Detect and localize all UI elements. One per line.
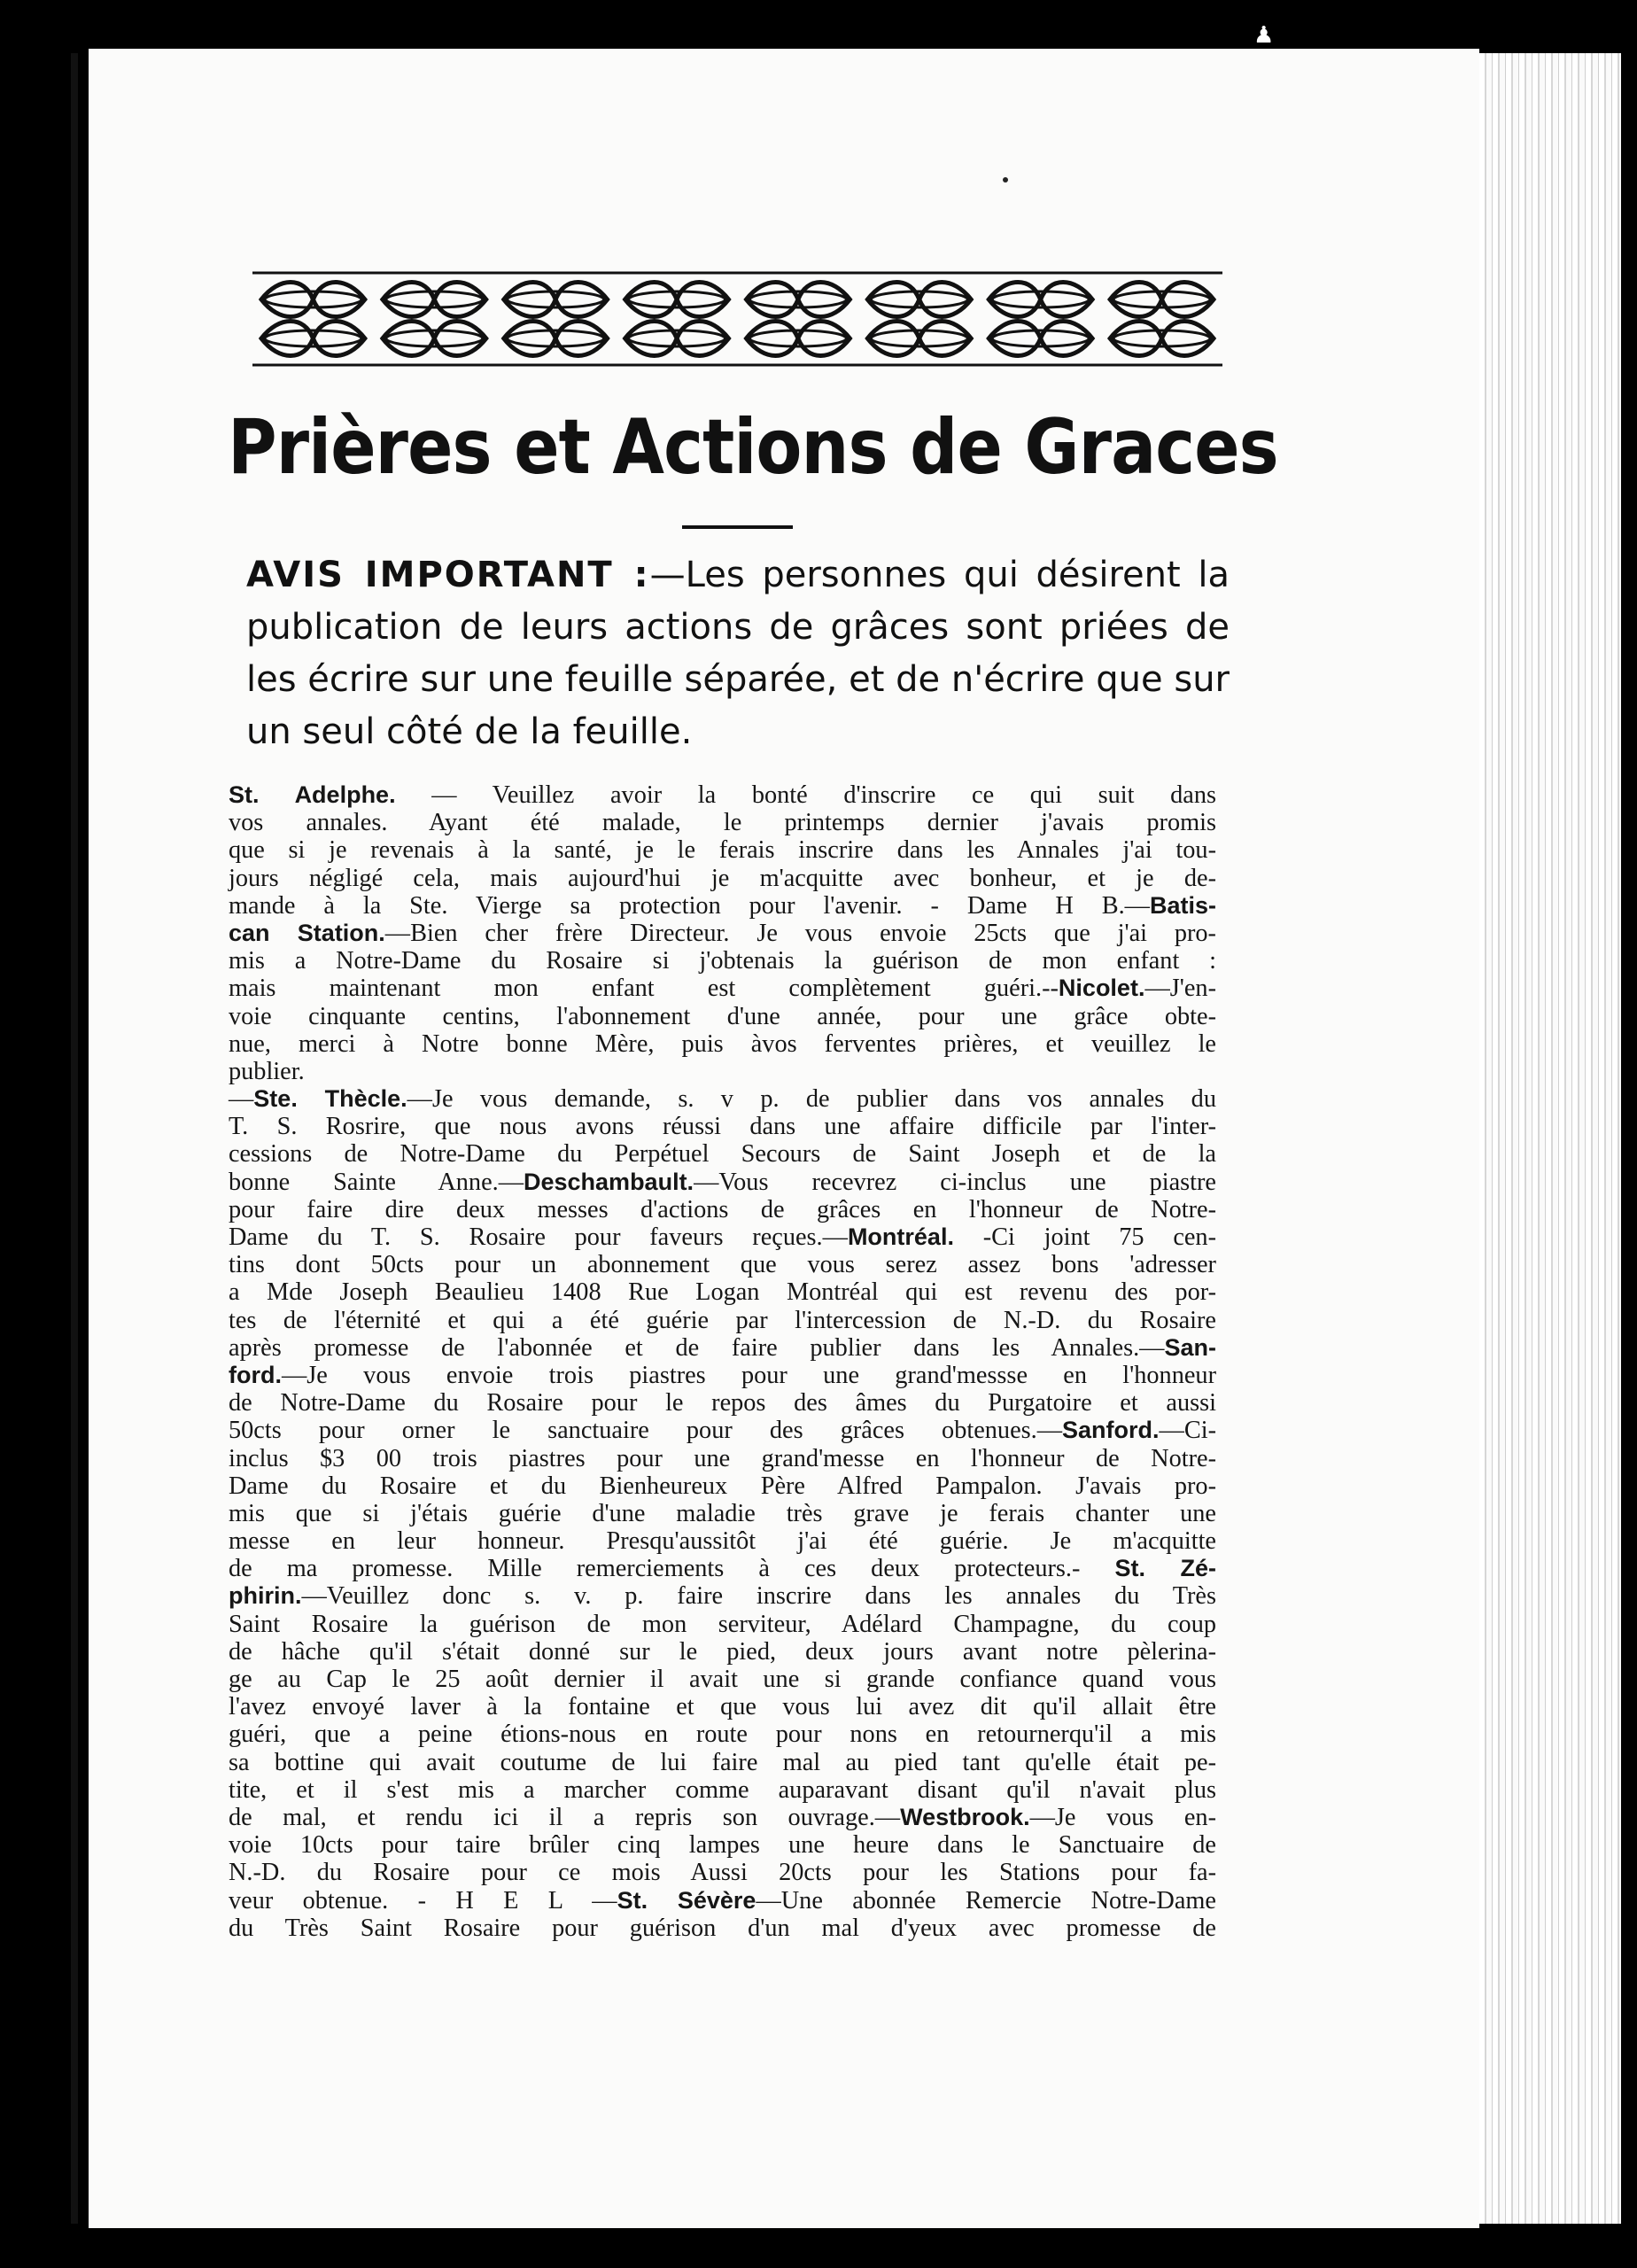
- line-text: —Je vous envoie trois piastres pour une grand'messse en l'honneur: [282, 1361, 1216, 1389]
- important-notice: [246, 549, 1230, 758]
- text-line: [229, 1776, 1216, 1804]
- line-text: messe en leur honneur. Presqu'aussitôt j'ai été guérie. Je m'acquitte: [229, 1527, 1216, 1556]
- line-text: que si je revenais à la santé, je le ferais inscrire dans les Annales j'ai tou-: [229, 836, 1216, 865]
- text-line: [229, 1887, 1216, 1915]
- text-line: [229, 1666, 1216, 1693]
- line-text: tite, et il s'est mis a marcher comme auparavant disant qu'il n'avait plus: [229, 1775, 1216, 1804]
- text-line: [229, 1058, 1216, 1085]
- line-text: —Une abonnée Remercie Notre-Dame: [756, 1886, 1216, 1915]
- text-line: [229, 1915, 1216, 1942]
- line-text: inclus $3 00 trois piastres pour une grand'messe en l'honneur de Notre-: [229, 1444, 1216, 1472]
- ornament-knot: [989, 322, 1092, 356]
- line-text: —Bien cher frère Directeur. Je vous envoie 25cts que j'ai pro-: [384, 919, 1216, 947]
- text-line: [229, 1472, 1216, 1500]
- line-text: jours négligé cela, mais aujourd'hui je m'acquitte avec bonheur, et je de-: [229, 864, 1216, 892]
- line-text: après promesse de l'abonnée et de faire publier dans les Annales.—: [229, 1333, 1165, 1362]
- line-text: N.-D. du Rosaire pour ce mois Aussi 20cts pour les Stations pour fa-: [229, 1859, 1216, 1887]
- ornament-knot: [504, 322, 608, 356]
- ornament-knot: [867, 322, 971, 356]
- text-line: [229, 1030, 1216, 1058]
- line-text: voie 10cts pour taire brûler cinq lampes une heure dans le Sanctuaire de: [229, 1831, 1216, 1860]
- text-line: [229, 836, 1216, 864]
- line-text: bonne Sainte Anne.—: [229, 1168, 524, 1196]
- text-line: [229, 1527, 1216, 1555]
- corner-mark-icon: ♟: [1253, 22, 1275, 49]
- text-line: [229, 1445, 1216, 1472]
- thanksgiving-text: [229, 781, 1216, 1942]
- text-line: [229, 947, 1216, 975]
- text-line: [229, 1389, 1216, 1417]
- text-line: [229, 892, 1216, 920]
- line-text: voie cinquante centins, l'abonnement d'une année, pour une grâce obte-: [229, 1002, 1216, 1030]
- text-line: [229, 1334, 1216, 1362]
- place-name: St. Sévère: [617, 1886, 756, 1914]
- ornament-knot: [1110, 322, 1214, 356]
- text-line: [229, 1362, 1216, 1389]
- line-text: de Notre-Dame du Rosaire pour le repos des âmes du Purgatoire et aussi: [229, 1389, 1216, 1418]
- notice-text: —Les personnes qui désirent la publication de leurs actions de grâces sont priées de les écrire sur une feuille séparée, et de n'écrire que sur un seul côté de la feuille.: [246, 555, 1230, 752]
- line-text: tes de l'éternité et qui a été guérie par l'intercession de N.-D. du Rosaire: [229, 1306, 1216, 1334]
- text-line: [229, 1003, 1216, 1030]
- text-line: [229, 1307, 1216, 1334]
- text-line: [229, 1749, 1216, 1776]
- line-text: de ma promesse. Mille remerciements à ces deux protecteurs.-: [229, 1555, 1115, 1583]
- text-line: [229, 1582, 1216, 1610]
- text-line: [229, 1500, 1216, 1527]
- text-line: [229, 1804, 1216, 1831]
- ornament-knot: [1110, 283, 1214, 317]
- text-line: [229, 1638, 1216, 1666]
- text-line: [229, 1611, 1216, 1638]
- notice-label: AVIS IMPORTANT :: [246, 555, 650, 595]
- text-line: [229, 1720, 1216, 1748]
- place-name: ford.: [229, 1361, 282, 1388]
- ornament-knot: [383, 283, 486, 317]
- line-text: vos annales. Ayant été malade, le printemps dernier j'avais promis: [229, 809, 1216, 837]
- line-text: mis a Notre-Dame du Rosaire si j'obtenais la guérison de mon enfant :: [229, 947, 1216, 975]
- text-line: [229, 1223, 1216, 1251]
- text-line: [229, 865, 1216, 892]
- line-text: mais maintenant mon enfant est complètement guéri.--: [229, 975, 1059, 1003]
- ornament-knot: [747, 283, 850, 317]
- line-text: a Mde Joseph Beaulieu 1408 Rue Logan Montréal qui est revenu des por-: [229, 1278, 1216, 1307]
- ornament-knot: [261, 283, 365, 317]
- binding-edge: [71, 53, 78, 2224]
- text-line: [229, 1113, 1216, 1140]
- place-name: St. Adelphe.: [229, 781, 396, 808]
- line-text: —Ci-: [1159, 1417, 1216, 1445]
- line-text: de hâche qu'il s'était donné sur le pied, deux jours avant notre pèlerina-: [229, 1637, 1216, 1666]
- text-line: [229, 1831, 1216, 1859]
- line-text: pour faire dire deux messes d'actions de grâces en l'honneur de Notre-: [229, 1195, 1216, 1223]
- ornament-band: [252, 270, 1222, 368]
- place-name: Nicolet.: [1058, 975, 1145, 1002]
- ornament-knot: [504, 283, 608, 317]
- line-text: du Très Saint Rosaire pour guérison d'un mal d'yeux avec promesse de: [229, 1914, 1216, 1942]
- place-name: St. Zé-: [1114, 1555, 1216, 1582]
- text-line: [229, 1251, 1216, 1278]
- line-text: Saint Rosaire la guérison de mon serviteur, Adélard Champagne, du coup: [229, 1610, 1216, 1638]
- text-line: [229, 809, 1216, 836]
- line-text: l'avez envoyé laver à la fontaine et que vous lui avez dit qu'il allait être: [229, 1693, 1216, 1721]
- ornament-knot: [383, 322, 486, 356]
- place-name: Montréal.: [847, 1223, 954, 1250]
- line-text: publier.: [229, 1057, 305, 1085]
- line-text: mis que si j'étais guérie d'une maladie très grave je ferais chanter une: [229, 1499, 1216, 1527]
- page-title: Prières et Actions de Graces: [228, 403, 1278, 492]
- place-name: Westbrook.: [900, 1803, 1030, 1830]
- text-line: [229, 1278, 1216, 1306]
- line-text: veur obtenue. - H E L —: [229, 1886, 617, 1915]
- text-line: [229, 1140, 1216, 1168]
- text-line: [229, 1085, 1216, 1113]
- line-text: tins dont 50cts pour un abonnement que vous serez assez bons 'adresser: [229, 1251, 1216, 1279]
- line-text: guéri, que a peine étions-nous en route pour nons en retournerqu'il a mis: [229, 1720, 1216, 1749]
- place-name: Ste. Thècle.: [253, 1085, 407, 1113]
- speck: [1003, 177, 1008, 183]
- place-name: phirin.: [229, 1582, 302, 1610]
- text-line: [229, 1555, 1216, 1582]
- line-text: ge au Cap le 25 août dernier il avait une si grande confiance quand vous: [229, 1666, 1216, 1693]
- line-text: — Veuillez avoir la bonté d'inscrire ce qui suit dans: [395, 781, 1216, 809]
- place-name: can Station.: [229, 919, 385, 946]
- text-line: [229, 1693, 1216, 1720]
- line-text: sa bottine qui avait coutume de lui faire mal au pied tant qu'elle était pe-: [229, 1748, 1216, 1776]
- ornament-knot: [625, 322, 729, 356]
- line-text: nue, merci à Notre bonne Mère, puis àvos ferventes prières, et veuillez le: [229, 1029, 1216, 1058]
- line-text: mande à la Ste. Vierge sa protection pour l'avenir. - Dame H B.—: [229, 891, 1150, 920]
- ornament-knot: [867, 283, 971, 317]
- line-text: —Veuillez donc s. v. p. faire inscrire dans les annales du Très: [301, 1582, 1216, 1611]
- text-line: [229, 1859, 1216, 1886]
- line-text: 50cts pour orner le sanctuaire pour des grâces obtenues.—: [229, 1417, 1063, 1445]
- line-text: —Je vous en-: [1029, 1803, 1216, 1831]
- line-text: —Je vous demande, s. v p. de publier dans vos annales du: [407, 1085, 1216, 1114]
- ornament-knot: [747, 322, 850, 356]
- line-text: —Vous recevrez ci-inclus une piastre: [694, 1168, 1216, 1196]
- title-rule: [682, 525, 793, 529]
- line-text: Dame du Rosaire et du Bienheureux Père Alfred Pampalon. J'avais pro-: [229, 1472, 1216, 1500]
- text-line: [229, 781, 1216, 809]
- place-name: Batis-: [1149, 891, 1216, 919]
- line-text: —: [229, 1085, 254, 1114]
- place-name: San-: [1164, 1333, 1216, 1361]
- line-text: cessions de Notre-Dame du Perpétuel Secours de Saint Joseph et de la: [229, 1140, 1216, 1169]
- line-text: Dame du T. S. Rosaire pour faveurs reçues.—: [229, 1223, 848, 1251]
- text-line: [229, 1417, 1216, 1444]
- text-line: [229, 975, 1216, 1002]
- text-line: [229, 920, 1216, 947]
- text-line: [229, 1196, 1216, 1223]
- line-text: T. S. Rosrire, que nous avons réussi dans une affaire difficile par l'inter-: [229, 1113, 1216, 1141]
- line-text: -Ci joint 75 cen-: [953, 1223, 1217, 1251]
- line-text: de mal, et rendu ici il a repris son ouvrage.—: [229, 1803, 901, 1831]
- line-text: —J'en-: [1144, 975, 1216, 1003]
- text-line: [229, 1169, 1216, 1196]
- place-name: Sanford.: [1062, 1417, 1160, 1444]
- ornament-knot: [625, 283, 729, 317]
- ornament-knot: [989, 283, 1092, 317]
- place-name: Deschambault.: [524, 1168, 694, 1195]
- ornament-knot: [261, 322, 365, 356]
